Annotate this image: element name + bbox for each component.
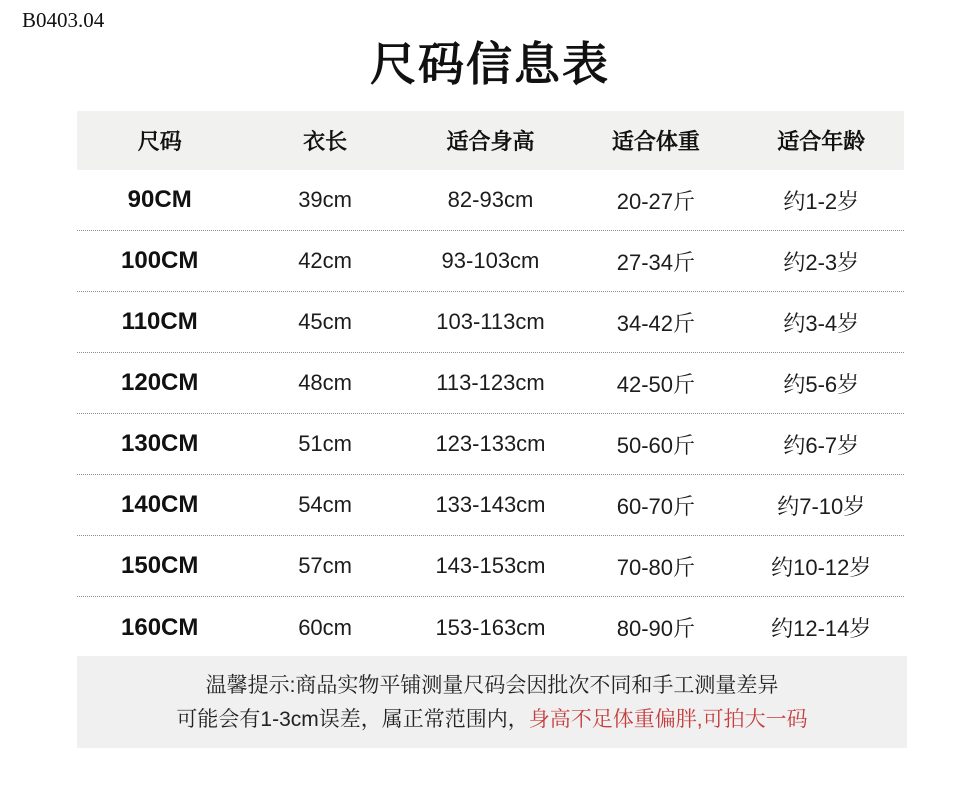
table-cell: 54cm: [298, 492, 352, 517]
table-cell: 约2-3岁: [783, 249, 860, 275]
table-row: [77, 292, 904, 353]
notice-box: [77, 656, 907, 748]
table-header-cell: 衣长: [303, 129, 348, 154]
table-row: [77, 353, 904, 414]
notice-line-2: [77, 703, 907, 737]
table-cell: 113-123cm: [436, 370, 545, 395]
table-cell: 153-163cm: [435, 614, 546, 640]
table-cell: 27-34斤: [616, 249, 695, 275]
table-cell: 93-103cm: [441, 248, 540, 273]
table-row: [77, 597, 904, 658]
table-cell: 57cm: [298, 553, 352, 578]
table-row: [77, 475, 904, 536]
notice-line-2-highlight: 身高不足体重偏胖,可拍大一码: [528, 708, 808, 731]
size-table: [77, 111, 904, 658]
table-cell: 120CM: [121, 369, 199, 396]
table-header-cell: 适合体重: [611, 129, 700, 154]
notice-line-2-normal: 可能会有1-3cm误差，属正常范围内，: [176, 708, 529, 731]
table-cell: 82-93cm: [447, 187, 534, 212]
table-cell: 约6-7岁: [783, 432, 860, 458]
table-header-row: [77, 111, 904, 170]
table-cell: 51cm: [298, 431, 352, 456]
table-cell: 90CM: [127, 186, 192, 213]
notice-line-1: 温馨提示:商品实物平铺测量尺码会因批次不同和手工测量差异: [205, 674, 779, 697]
table-cell: 约12-14岁: [771, 616, 872, 641]
table-cell: 130CM: [121, 430, 199, 457]
table-cell: 45cm: [298, 309, 352, 334]
table-cell: 42cm: [298, 248, 352, 273]
table-row: [77, 414, 904, 475]
table-cell: 103-113cm: [436, 309, 545, 334]
table-cell: 60-70斤: [616, 493, 695, 519]
table-row: [77, 536, 904, 597]
table-cell: 150CM: [121, 552, 199, 579]
table-cell: 110CM: [121, 308, 198, 335]
table-cell: 约1-2岁: [783, 188, 860, 214]
table-cell: 约7-10岁: [777, 493, 866, 519]
table-row: [77, 231, 904, 292]
table-cell: 143-153cm: [435, 553, 546, 578]
table-cell: 80-90斤: [616, 616, 695, 641]
table-cell: 100CM: [121, 247, 199, 274]
table-cell: 140CM: [121, 491, 199, 518]
size-table-body: [77, 170, 904, 658]
table-cell: 42-50斤: [616, 371, 695, 397]
table-cell: 160CM: [121, 613, 199, 641]
table-header-cell: 尺码: [137, 129, 182, 154]
table-cell: 20-27斤: [616, 188, 695, 214]
table-cell: 34-42斤: [616, 310, 695, 336]
table-cell: 约10-12岁: [771, 554, 872, 580]
table-cell: 约3-4岁: [783, 310, 860, 336]
table-cell: 39cm: [298, 187, 352, 212]
table-cell: 约5-6岁: [783, 371, 860, 397]
table-cell: 70-80斤: [616, 554, 695, 580]
table-cell: 60cm: [298, 614, 352, 640]
table-row: [77, 170, 904, 231]
table-cell: 50-60斤: [616, 432, 695, 458]
table-header-cell: 适合年龄: [777, 129, 866, 154]
table-cell: 133-143cm: [435, 492, 546, 517]
table-cell: 48cm: [298, 370, 352, 395]
page-title: 尺码信息表: [370, 38, 610, 90]
table-cell: 123-133cm: [435, 431, 546, 456]
product-code: B0403.04: [22, 8, 105, 32]
table-header-cell: 适合身高: [446, 129, 535, 154]
